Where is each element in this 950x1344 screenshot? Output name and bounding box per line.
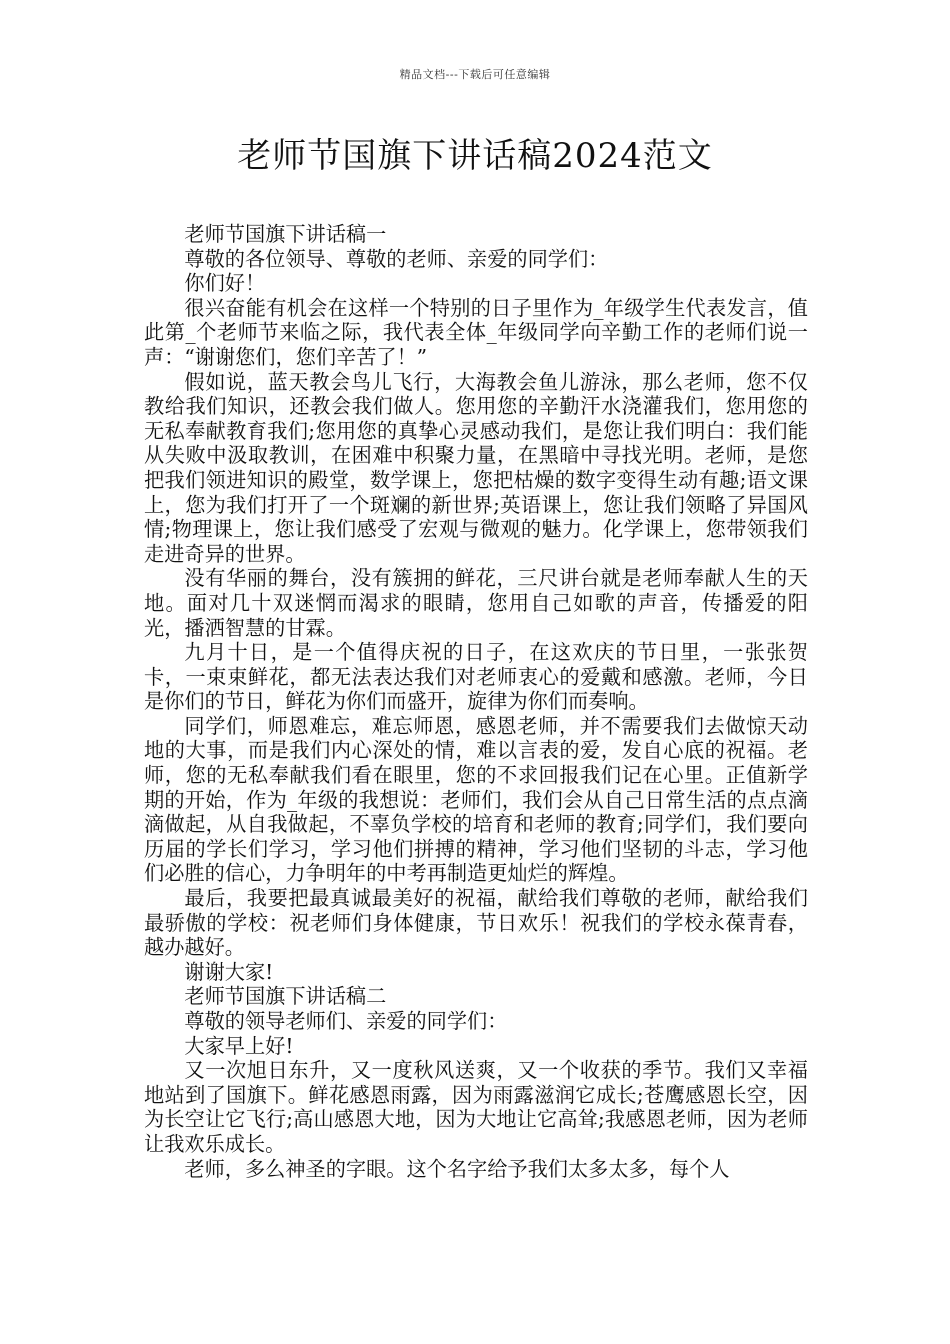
body-paragraph: 九月十日，是一个值得庆祝的日子，在这欢庆的节日里，一张张贺卡，一束束鲜花，都无法表达我们对老师衷心的爱戴和感激。老师，今日是你们的节日，鲜花为你们而盛开，旋律为你们而奏响。 — [144, 640, 808, 714]
salutation: 尊敬的各位领导、尊敬的老师、亲爱的同学们： — [184, 246, 609, 271]
header-note: 精品文档---下载后可任意编辑 — [399, 68, 551, 81]
greeting: 大家早上好! — [184, 1033, 294, 1058]
body-paragraph: 很兴奋能有机会在这样一个特别的日子里作为_年级学生代表发言，值此第_个老师节来临之际，我代表全体_年级同学向辛勤工作的老师们说一声：“谢谢您们，您们辛苦了！” — [144, 295, 808, 369]
body-paragraph: 假如说，蓝天教会鸟儿飞行，大海教会鱼儿游泳，那么老师，您不仅教给我们知识，还教会我们做人。您用您的辛勤汗水浇灌我们，您用您的无私奉献教育我们;您用您的真挚心灵感动我们，是您让我们明白：我们能从失败中汲取教训，在困难中积聚力量，在黑暗中寻找光明。老师，是您把我们领进知识的殿堂，数学课上，您把枯燥的数字变得生动有趣;语文课上，您为我们打开了一个斑斓的新世界;英语课上，您让我们领略了异国风情;物理课上，您让我们感受了宏观与微观的魅力。化学课上，您带领我们走进奇异的世界。 — [144, 369, 808, 566]
section-heading-2: 老师节国旗下讲话稿二 — [184, 984, 387, 1009]
body-paragraph: 最后，我要把最真诚最美好的祝福，献给我们尊敬的老师，献给我们最骄傲的学校：祝老师们身体健康，节日欢乐！祝我们的学校永葆青春，越办越好。 — [144, 886, 808, 960]
body-paragraph: 老师，多么神圣的字眼。这个名字给予我们太多太多，每个人 — [184, 1156, 730, 1181]
greeting: 你们好！ — [184, 271, 266, 296]
closing-thanks: 谢谢大家! — [184, 959, 274, 984]
body-paragraph: 同学们，师恩难忘，难忘师恩，感恩老师，并不需要我们去做惊天动地的大事，而是我们内心深处的情，难以言表的爱，发自心底的祝福。老师，您的无私奉献我们看在眼里，您的不求回报我们记在心里。正值新学期的开始，作为_年级的我想说：老师们，我们会从自己日常生活的点点滴滴做起，从自我做起，不辜负学校的培育和老师的教育;同学们，我们要向历届的学长们学习，学习他们拼搏的精神，学习他们坚韧的斗志，学习他们必胜的信心，力争明年的中考再制造更灿烂的辉煌。 — [144, 713, 808, 886]
body-paragraph: 没有华丽的舞台，没有簇拥的鲜花，三尺讲台就是老师奉献人生的天地。面对几十双迷惘而渴求的眼睛，您用自己如歌的声音，传播爱的阳光，播洒智慧的甘霖。 — [144, 566, 808, 640]
body-paragraph: 又一次旭日东升，又一度秋风送爽，又一个收获的季节。我们又幸福地站到了国旗下。鲜花感恩雨露，因为雨露滋润它成长;苍鹰感恩长空，因为长空让它飞行;高山感恩大地，因为大地让它高耸;我感恩老师，因为老师让我欢乐成长。 — [144, 1058, 808, 1156]
section-heading-1: 老师节国旗下讲话稿一 — [184, 222, 387, 246]
salutation: 尊敬的领导老师们、亲爱的同学们： — [184, 1009, 508, 1033]
document-body — [144, 222, 808, 1181]
document-title: 老师节国旗下讲话稿2024范文 — [237, 136, 713, 176]
